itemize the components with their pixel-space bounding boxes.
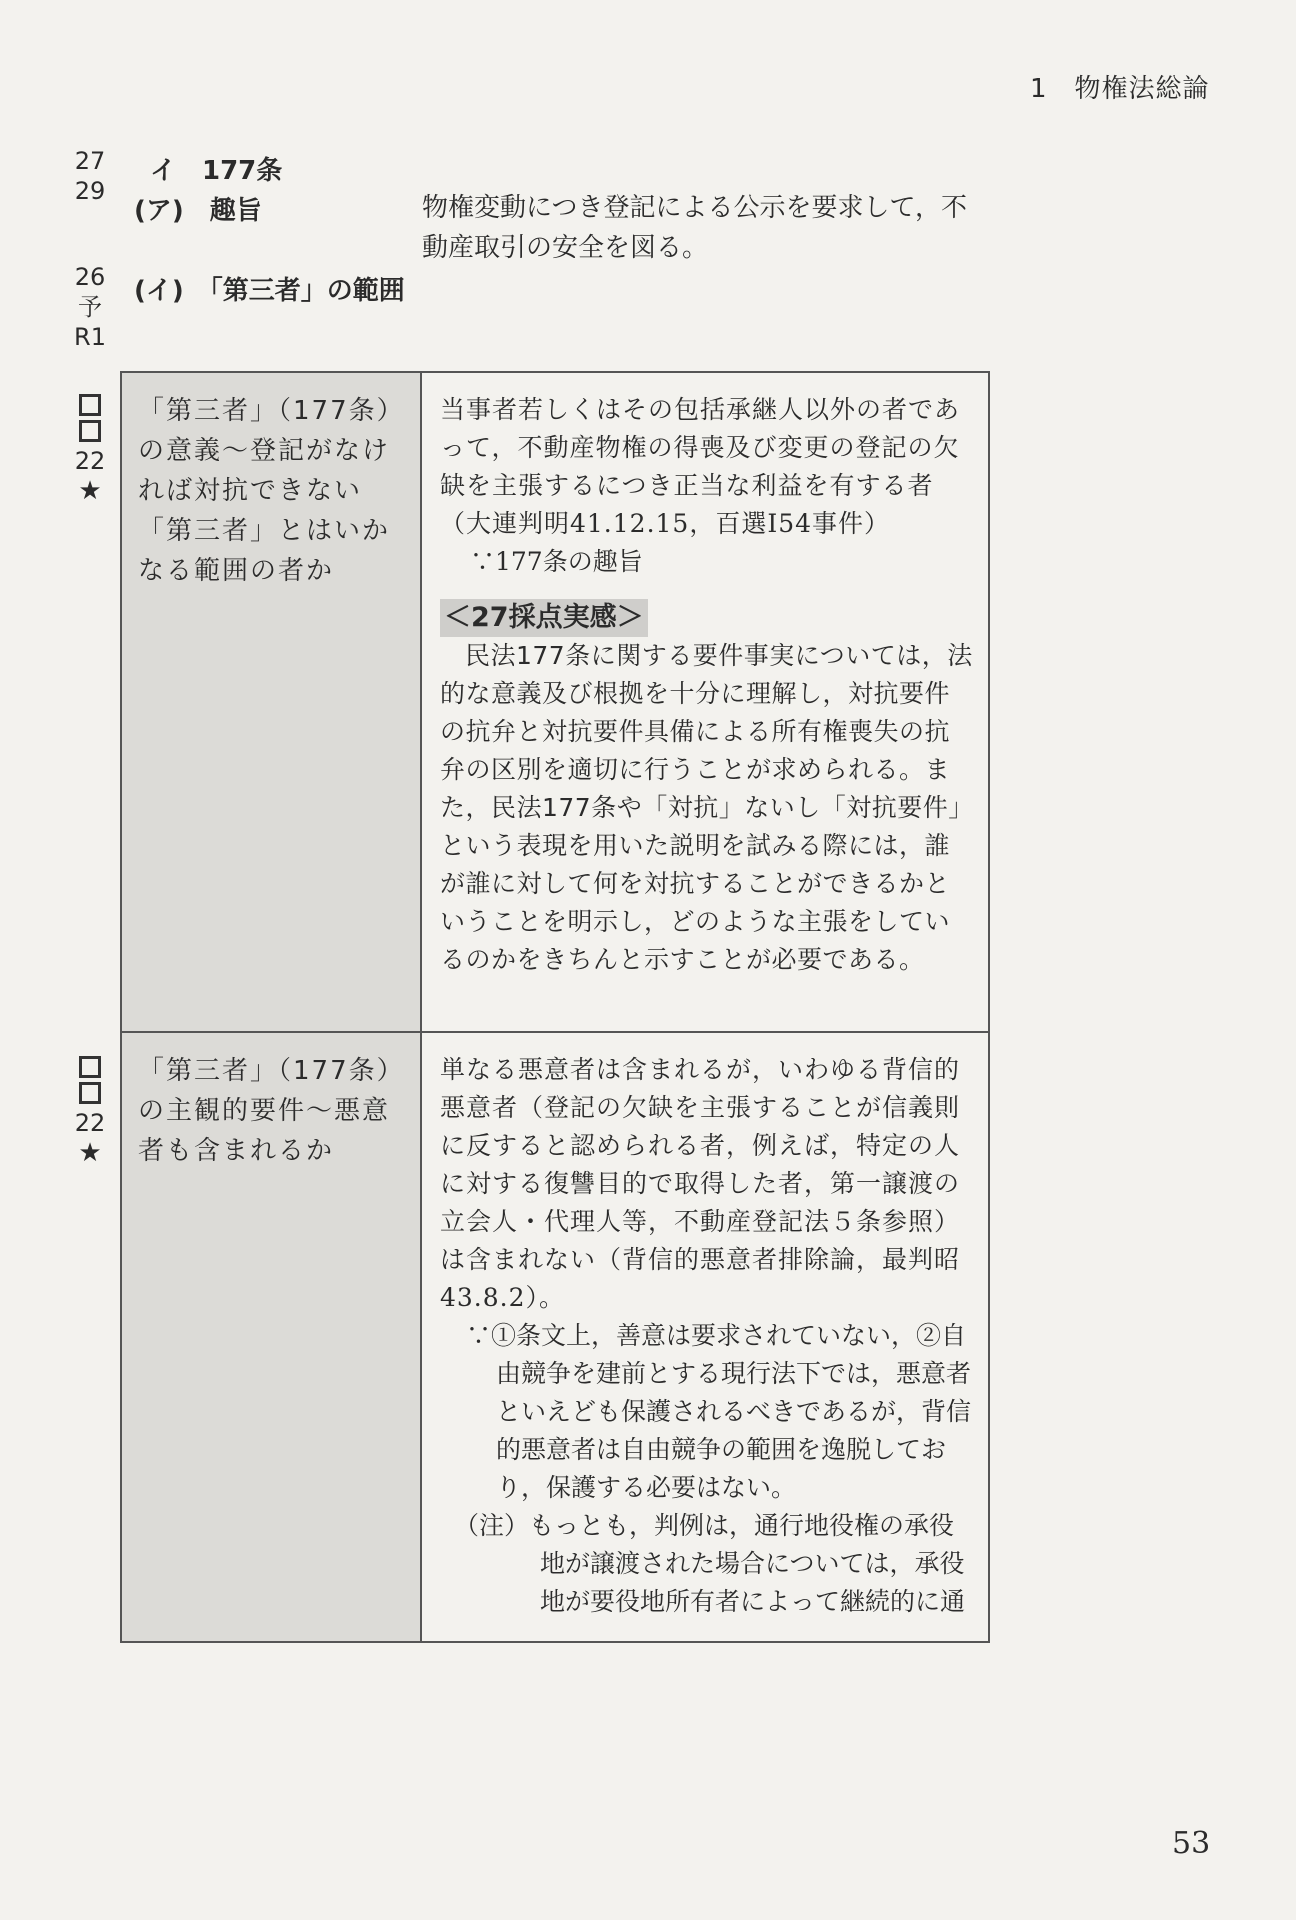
grading-comment-title: ＜27採点実感＞ [440, 599, 648, 637]
margin-note-years-a [70, 146, 110, 206]
note-text: （注）もっとも，判例は，通行地役権の承役地が譲渡された場合については，承役地が要役地所有者によって継続的に通 [454, 1511, 966, 1616]
review-checkbox[interactable] [79, 394, 101, 416]
margin-note-year: 予 [78, 293, 102, 321]
reason-text: ∵177条の趣旨 [470, 547, 643, 576]
exam-year-number: 22 [74, 447, 106, 475]
page-number: 53 [1172, 1826, 1211, 1861]
row-2-margin [70, 1052, 110, 1168]
review-checkbox[interactable] [79, 420, 101, 442]
exam-year-number: 22 [74, 1109, 106, 1137]
reason-text: ∵①条文上，善意は要求されていない，②自由競争を建前とする現行法下では，悪意者といえども保護されるべきであるが，背信的悪意者は自由競争の範囲を逸脱しており，保護する必要はない。 [466, 1321, 972, 1502]
qa-table [120, 371, 990, 1643]
margin-note-years-b [70, 262, 110, 352]
margin-note-year: R1 [74, 323, 106, 351]
review-checkbox[interactable] [79, 1082, 101, 1104]
section-heading-purpose: (ア) 趣旨 [134, 196, 262, 226]
importance-star-icon: ★ [78, 476, 102, 506]
answer-cell [421, 1032, 989, 1642]
answer-text: 当事者若しくはその包括承継人以外の者であって，不動産物権の得喪及び変更の登記の欠缺を主張するにつき正当な利益を有する者（大連判明41.12.15，百選Ⅰ54事件） [440, 395, 961, 538]
grading-comment-body: 民法177条に関する要件事実については，法的な意義及び根拠を十分に理解し，対抗要件の抗弁と対抗要件具備による所有権喪失の抗弁の区別を適切に行うことが求められる。また，民法177条や「対抗」ないし「対抗要件」という表現を用いた説明を試みる際には，誰が誰に対して何を対抗することができるかということを明示し，どのような主張をしているのかをきちんと示すことが必要である。 [440, 641, 974, 974]
margin-note-year: 27 [74, 147, 106, 175]
margin-note-year: 29 [74, 177, 106, 205]
importance-star-icon: ★ [78, 1138, 102, 1168]
answer-text: 単なる悪意者は含まれるが，いわゆる背信的悪意者（登記の欠缺を主張することが信義則に反すると認められる者，例えば，特定の人に対する復讐目的で取得した者，第一譲渡の立会人・代理人等，不動産登記法５条参照）は含まれない（背信的悪意者排除論，最判昭43.8.2）。 [440, 1055, 961, 1312]
purpose-text: 物権変動につき登記による公示を要求して，不動産取引の安全を図る。 [422, 193, 967, 263]
running-header: 1 物権法総論 [1030, 74, 1210, 104]
question-cell: 「第三者」（177条）の主観的要件～悪意者も含まれるか [121, 1032, 421, 1642]
section-heading-third-party-scope: (イ) 「第三者」の範囲 [134, 276, 405, 306]
row-1-margin [70, 390, 110, 506]
review-checkbox[interactable] [79, 1056, 101, 1078]
answer-cell [421, 372, 989, 1032]
section-heading-177: イ 177条 [150, 156, 283, 186]
qa-row [121, 372, 989, 1032]
question-cell: 「第三者」（177条）の意義～登記がなければ対抗できない「第三者」とはいかなる範囲の者か [121, 372, 421, 1032]
qa-row [121, 1032, 989, 1642]
margin-note-year: 26 [74, 263, 106, 291]
